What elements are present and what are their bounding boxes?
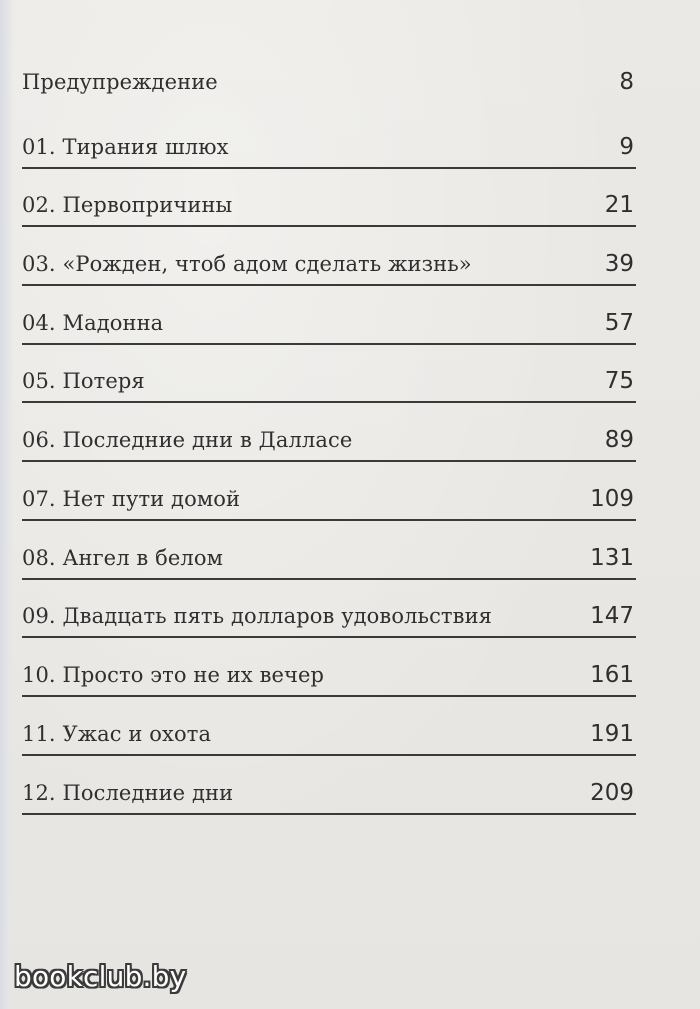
toc-divider [22,636,636,638]
toc-divider [22,754,636,756]
toc-entry-title: 07. Нет пути домой [22,487,241,511]
toc-entry-title: 03. «Рожден, чтоб адом сделать жизнь» [22,252,472,276]
toc-entry-07 [22,481,636,521]
toc-divider [22,167,636,169]
toc-entry-page: 21 [604,192,634,218]
toc-divider [22,460,636,462]
toc-divider [22,695,636,697]
toc-divider [22,225,636,227]
toc-entry-title: 06. Последние дни в Далласе [22,428,353,452]
toc-divider [22,578,636,580]
toc-divider [22,284,636,286]
toc-entry-page: 89 [604,427,634,453]
toc-entry-page: 39 [604,251,634,277]
toc-entry-04 [22,305,636,345]
toc-entry-title: 01. Тирания шлюх [22,135,229,159]
toc-entry-03 [22,246,636,286]
toc-divider [22,813,636,815]
toc-entry-page: 147 [590,603,634,629]
toc-entry-page: 191 [590,721,634,747]
toc-entry-title: 05. Потеря [22,369,145,393]
toc-entry-page: 131 [590,545,634,571]
toc-entry-06 [22,422,636,462]
toc-entry-title: 10. Просто это не их вечер [22,663,325,687]
toc-entry-page: 109 [590,486,634,512]
toc-entry-page: 209 [590,780,634,806]
toc-divider [22,343,636,345]
toc-divider [22,401,636,403]
toc-entry-10 [22,657,636,697]
toc-entry-08 [22,540,636,580]
toc-entry-title: 11. Ужас и охота [22,722,212,746]
toc-entry-title: 04. Мадонна [22,311,164,335]
toc-entry-02 [22,187,636,227]
toc-entry-warning [22,64,636,104]
toc-divider [22,519,636,521]
toc-entry-page: 8 [619,69,634,95]
toc-entry-title: 02. Первопричины [22,193,233,217]
toc-entry-page: 9 [619,134,634,160]
toc-entry-page: 161 [590,662,634,688]
toc-entry-11 [22,716,636,756]
toc-entry-05 [22,363,636,403]
toc-entry-title: Предупреждение [22,70,218,94]
toc-entry-title: 12. Последние дни [22,781,234,805]
toc-entry-12 [22,775,636,815]
watermark: bookclub.by [14,960,187,993]
toc-entry-page: 57 [604,310,634,336]
toc-entry-01 [22,129,636,169]
toc-entry-page: 75 [604,368,634,394]
toc-entry-title: 09. Двадцать пять долларов удовольствия [22,604,493,628]
toc-entry-09 [22,598,636,638]
toc-entry-title: 08. Ангел в белом [22,546,224,570]
